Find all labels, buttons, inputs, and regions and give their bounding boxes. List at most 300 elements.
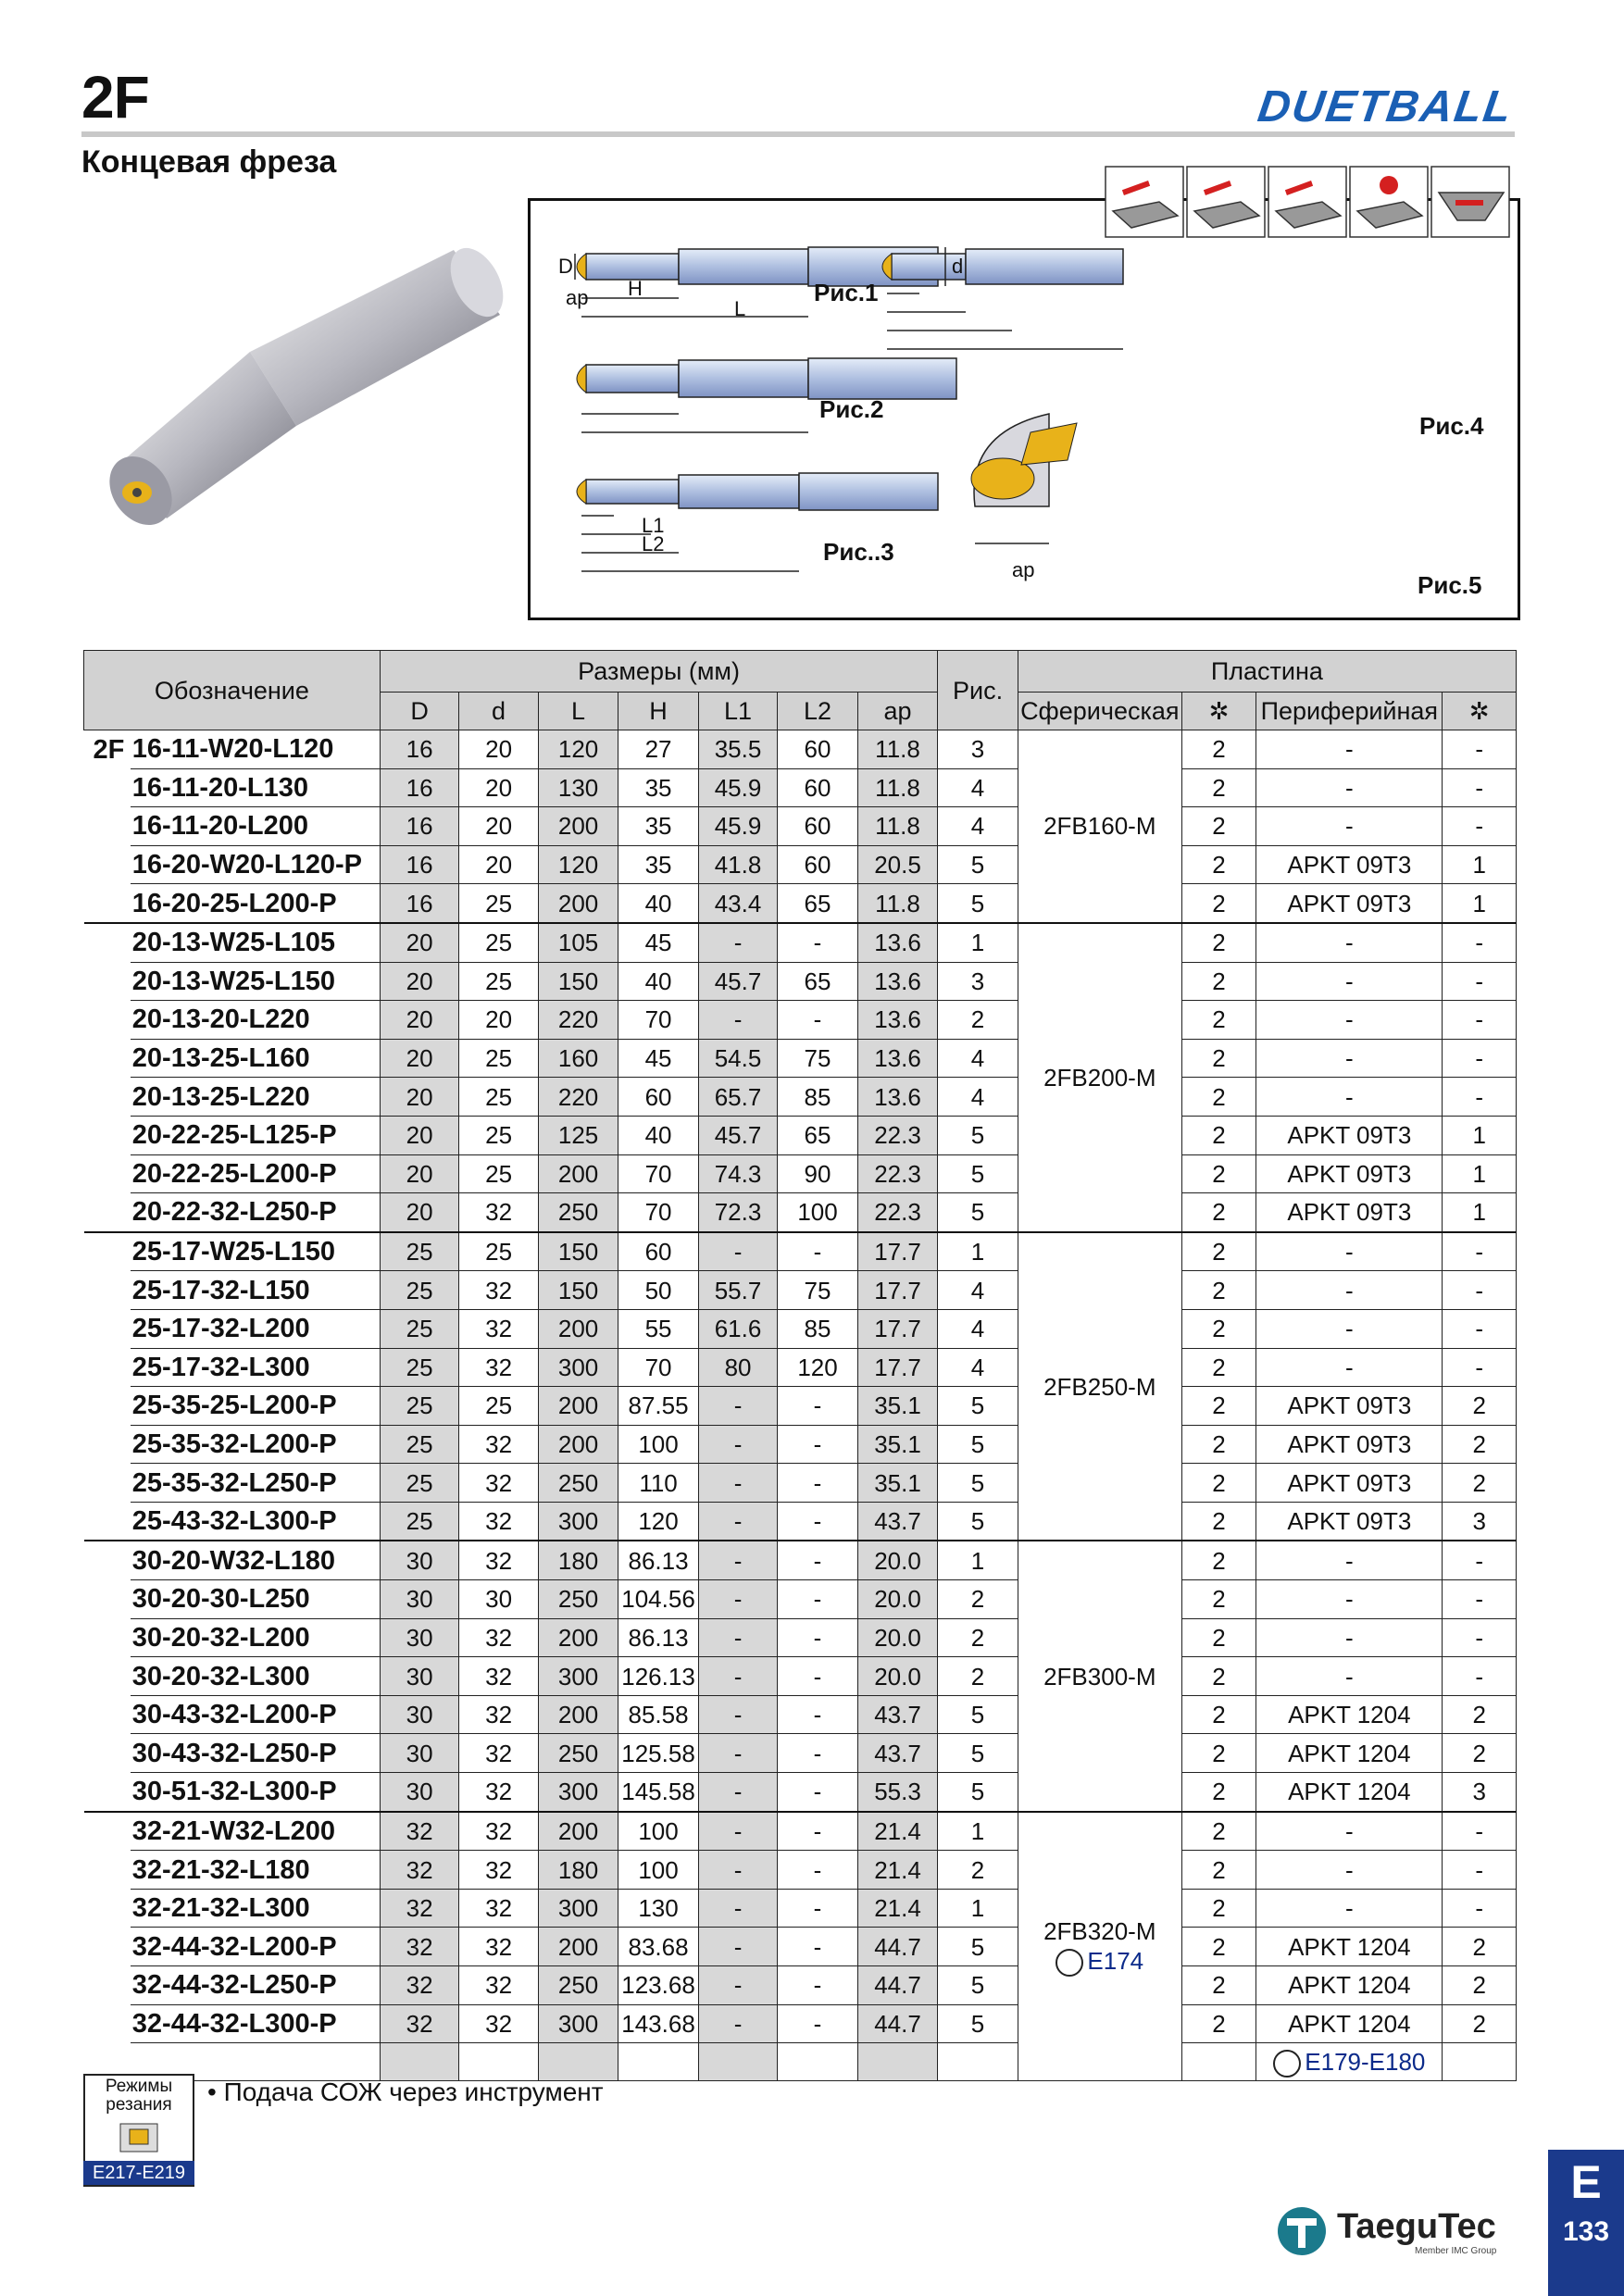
cell-l2: 60 <box>778 845 857 884</box>
cutting-conditions-range[interactable]: E217-E219 <box>83 2161 194 2185</box>
cell-d: 30 <box>380 1541 458 1579</box>
header-rule <box>81 131 1515 137</box>
cell-sph-qty: 2 <box>1181 1271 1255 1310</box>
peripheral-ref-link[interactable] <box>1273 2048 1425 2076</box>
table-row <box>84 1734 1517 1773</box>
cell-l: 105 <box>538 923 618 962</box>
cell-d: 20 <box>380 1116 458 1154</box>
cell-per-qty: - <box>1443 730 1517 769</box>
cell-sph-qty: 2 <box>1181 730 1255 769</box>
cell-l2: - <box>778 1464 857 1503</box>
cell-l: 120 <box>538 730 618 769</box>
row-prefix <box>84 807 131 846</box>
cell-h: 100 <box>618 1425 698 1464</box>
cell-l1: - <box>698 1580 777 1619</box>
row-prefix <box>84 1116 131 1154</box>
cell-h: 35 <box>618 768 698 807</box>
row-designation: 32-21-32-L180 <box>131 1851 381 1890</box>
cell-h: 110 <box>618 1464 698 1503</box>
cell-per-qty: 2 <box>1443 1387 1517 1426</box>
cell-l: 300 <box>538 1889 618 1928</box>
cell-d: 25 <box>380 1271 458 1310</box>
cell-h: 130 <box>618 1889 698 1928</box>
row-designation: 25-35-32-L200-P <box>131 1425 381 1464</box>
cell-fig: 5 <box>938 1695 1018 1734</box>
table-row <box>84 1078 1517 1117</box>
cell-sph-qty: 2 <box>1181 1464 1255 1503</box>
page-number: 133 <box>1562 2216 1610 2247</box>
cell-h: 70 <box>618 1001 698 1040</box>
cell-l2: - <box>778 1812 857 1851</box>
cell-peripheral: - <box>1256 1271 1443 1310</box>
cell-l: 200 <box>538 884 618 923</box>
cell-h: 70 <box>618 1193 698 1232</box>
cell-h: 35 <box>618 807 698 846</box>
cell-d: 25 <box>459 1387 538 1426</box>
table-row <box>84 923 1517 962</box>
cell-l2: - <box>778 1657 857 1696</box>
col-insert: Пластина <box>1018 651 1516 693</box>
spec-table-body <box>84 730 1517 2081</box>
row-prefix <box>84 1966 131 2005</box>
cell-ap: 44.7 <box>857 1966 938 2005</box>
cell-sph-qty: 2 <box>1181 2004 1255 2043</box>
cell-ap: 35.1 <box>857 1464 938 1503</box>
cell-fig: 1 <box>938 1812 1018 1851</box>
row-prefix <box>84 1889 131 1928</box>
row-designation: 20-13-W25-L150 <box>131 962 381 1001</box>
cell-fig: 4 <box>938 1348 1018 1387</box>
cell-l2: 65 <box>778 884 857 923</box>
row-designation: 30-20-W32-L180 <box>131 1541 381 1579</box>
cell-ap: 17.7 <box>857 1271 938 1310</box>
cell-sph-qty: 2 <box>1181 1657 1255 1696</box>
cell-d: 20 <box>380 1001 458 1040</box>
insert-ref-link[interactable] <box>1018 1946 1181 1977</box>
row-prefix <box>84 1039 131 1078</box>
cell-l1: - <box>698 1232 777 1271</box>
cell-fig: 5 <box>938 1116 1018 1154</box>
cell-d: 32 <box>459 1425 538 1464</box>
table-row <box>84 1309 1517 1348</box>
cell-sph-qty: 2 <box>1181 1580 1255 1619</box>
cell-peripheral: - <box>1256 1309 1443 1348</box>
cell-per-qty: - <box>1443 1232 1517 1271</box>
cell-peripheral: - <box>1256 1851 1443 1890</box>
cell-l2: 65 <box>778 1116 857 1154</box>
cell-l2: - <box>778 1232 857 1271</box>
cell-l: 200 <box>538 1695 618 1734</box>
cell-fig: 2 <box>938 1618 1018 1657</box>
cell-l: 150 <box>538 962 618 1001</box>
fig4-label: Рис.4 <box>1419 412 1484 440</box>
empty-cell <box>778 2043 857 2081</box>
cell-l2: - <box>778 1618 857 1657</box>
cell-l: 300 <box>538 1773 618 1812</box>
cell-l2: 120 <box>778 1348 857 1387</box>
table-row <box>84 730 1517 769</box>
cell-per-qty: 1 <box>1443 1154 1517 1193</box>
row-designation: 20-13-20-L220 <box>131 1001 381 1040</box>
row-prefix <box>84 1580 131 1619</box>
section-letter: E <box>1570 2156 1602 2208</box>
taegutec-member: Member IMC Group <box>1415 2246 1497 2256</box>
cell-per-qty: 1 <box>1443 1193 1517 1232</box>
cell-fig: 3 <box>938 962 1018 1001</box>
cell-l1: 45.7 <box>698 1116 777 1154</box>
cell-l2: 85 <box>778 1309 857 1348</box>
cell-d: 16 <box>380 730 458 769</box>
row-designation: 30-20-32-L200 <box>131 1618 381 1657</box>
cell-per-qty: - <box>1443 1001 1517 1040</box>
cell-fig: 5 <box>938 1773 1018 1812</box>
col-dimensions: Размеры (мм) <box>380 651 937 693</box>
row-designation: 25-17-32-L300 <box>131 1348 381 1387</box>
cell-d: 25 <box>459 1232 538 1271</box>
cell-d: 20 <box>380 1039 458 1078</box>
cell-insert-spherical <box>1018 1812 1181 2081</box>
cell-peripheral: - <box>1256 1657 1443 1696</box>
cell-ap: 20.0 <box>857 1618 938 1657</box>
row-designation: 25-35-32-L250-P <box>131 1464 381 1503</box>
cell-h: 145.58 <box>618 1773 698 1812</box>
cell-h: 55 <box>618 1309 698 1348</box>
cell-peripheral: APKT 09T3 <box>1256 1502 1443 1541</box>
cell-l2: - <box>778 2004 857 2043</box>
cell-peripheral: APKT 09T3 <box>1256 1193 1443 1232</box>
cell-h: 100 <box>618 1851 698 1890</box>
empty-cell <box>380 2043 458 2081</box>
insert-qty-icon: ✲ <box>1208 697 1230 725</box>
table-row <box>84 1001 1517 1040</box>
cell-peripheral: - <box>1256 768 1443 807</box>
table-row <box>84 1541 1517 1579</box>
cell-d: 32 <box>459 1851 538 1890</box>
cell-d: 25 <box>380 1387 458 1426</box>
cell-sph-qty: 2 <box>1181 1618 1255 1657</box>
cell-per-qty: 2 <box>1443 1425 1517 1464</box>
row-prefix <box>84 1541 131 1579</box>
fig3-label: Рис..3 <box>823 538 894 566</box>
cell-peripheral: - <box>1256 1541 1443 1579</box>
table-row <box>84 1851 1517 1890</box>
cell-fig: 2 <box>938 1851 1018 1890</box>
row-prefix <box>84 1154 131 1193</box>
cell-d: 20 <box>380 1078 458 1117</box>
table-row <box>84 1773 1517 1812</box>
cell-d: 20 <box>459 845 538 884</box>
cell-l1: - <box>698 1812 777 1851</box>
cell-peripheral: APKT 09T3 <box>1256 1425 1443 1464</box>
cell-d: 32 <box>459 1695 538 1734</box>
cell-peripheral: APKT 09T3 <box>1256 884 1443 923</box>
cell-l1: - <box>698 1966 777 2005</box>
cell-l1: - <box>698 2004 777 2043</box>
row-designation: 32-21-W32-L200 <box>131 1812 381 1851</box>
table-row <box>84 1232 1517 1271</box>
cell-ap: 43.7 <box>857 1695 938 1734</box>
cell-insert-spherical <box>1018 730 1181 923</box>
cell-per-qty: - <box>1443 1541 1517 1579</box>
cell-l2: 60 <box>778 768 857 807</box>
table-row <box>84 807 1517 846</box>
cell-l: 250 <box>538 1580 618 1619</box>
cell-l2: 60 <box>778 730 857 769</box>
cell-fig: 4 <box>938 807 1018 846</box>
cell-peripheral: - <box>1256 923 1443 962</box>
cell-h: 85.58 <box>618 1695 698 1734</box>
cell-l: 300 <box>538 1348 618 1387</box>
cell-per-qty: - <box>1443 1309 1517 1348</box>
cell-h: 100 <box>618 1812 698 1851</box>
cell-ap: 11.8 <box>857 730 938 769</box>
cell-l: 200 <box>538 1425 618 1464</box>
cell-h: 50 <box>618 1271 698 1310</box>
cell-l1: - <box>698 1502 777 1541</box>
cell-fig: 4 <box>938 1078 1018 1117</box>
cell-sph-qty: 2 <box>1181 807 1255 846</box>
cell-d: 25 <box>459 1116 538 1154</box>
cell-d: 20 <box>459 807 538 846</box>
cell-l1: - <box>698 923 777 962</box>
magnifier-icon <box>1273 2050 1301 2078</box>
cell-d: 30 <box>380 1695 458 1734</box>
cutting-conditions-icon <box>117 2118 161 2155</box>
cell-per-qty: - <box>1443 1889 1517 1928</box>
cell-l1: 45.9 <box>698 807 777 846</box>
cell-d: 16 <box>380 845 458 884</box>
cell-d: 20 <box>380 923 458 962</box>
cell-l1: - <box>698 1387 777 1426</box>
col-H: H <box>618 693 698 730</box>
cell-h: 40 <box>618 1116 698 1154</box>
table-row <box>84 1657 1517 1696</box>
insert-code: 2FB320-M <box>1043 1916 1156 1945</box>
row-prefix <box>84 768 131 807</box>
table-row <box>84 845 1517 884</box>
cell-d: 32 <box>380 1851 458 1890</box>
taegutec-logo <box>1276 2205 1517 2257</box>
cell-d: 20 <box>459 730 538 769</box>
row-prefix <box>84 1618 131 1657</box>
row-prefix <box>84 1387 131 1426</box>
cell-d: 25 <box>380 1425 458 1464</box>
cell-d: 16 <box>380 768 458 807</box>
table-row <box>84 1154 1517 1193</box>
cell-peripheral: APKT 09T3 <box>1256 1116 1443 1154</box>
cell-fig: 5 <box>938 1734 1018 1773</box>
cell-d: 32 <box>459 1734 538 1773</box>
cell-peripheral: APKT 1204 <box>1256 1773 1443 1812</box>
cell-d: 32 <box>459 1928 538 1966</box>
cell-fig: 5 <box>938 1502 1018 1541</box>
row-prefix <box>84 1348 131 1387</box>
cell-ap: 21.4 <box>857 1851 938 1890</box>
cell-peripheral: - <box>1256 1812 1443 1851</box>
cell-sph-qty: 2 <box>1181 1889 1255 1928</box>
row-designation: 20-22-25-L125-P <box>131 1116 381 1154</box>
cell-l: 220 <box>538 1078 618 1117</box>
empty-cell <box>618 2043 698 2081</box>
cell-per-qty: - <box>1443 807 1517 846</box>
cell-insert-spherical <box>1018 1232 1181 1541</box>
cell-l1: 54.5 <box>698 1039 777 1078</box>
cell-d: 25 <box>459 884 538 923</box>
cell-l1: - <box>698 1773 777 1812</box>
empty-cell <box>1181 2043 1255 2081</box>
table-row <box>84 1387 1517 1426</box>
cell-fig: 5 <box>938 1464 1018 1503</box>
cell-d: 32 <box>459 1889 538 1928</box>
row-prefix <box>84 1502 131 1541</box>
cell-sph-qty: 2 <box>1181 1193 1255 1232</box>
cell-d: 20 <box>459 768 538 807</box>
table-row <box>84 1193 1517 1232</box>
cell-h: 27 <box>618 730 698 769</box>
cell-sph-qty: 2 <box>1181 923 1255 962</box>
row-designation: 32-44-32-L300-P <box>131 2004 381 2043</box>
cell-fig: 1 <box>938 1541 1018 1579</box>
cell-l1: - <box>698 1425 777 1464</box>
spec-table <box>83 650 1517 2081</box>
table-row <box>84 1580 1517 1619</box>
cell-l: 160 <box>538 1039 618 1078</box>
cell-sph-qty: 2 <box>1181 1928 1255 1966</box>
row-designation: 25-17-32-L200 <box>131 1309 381 1348</box>
dim-L2-label: L2 <box>642 532 665 555</box>
cell-fig: 5 <box>938 845 1018 884</box>
cell-ap: 44.7 <box>857 2004 938 2043</box>
cell-l2: 60 <box>778 807 857 846</box>
table-row <box>84 1889 1517 1928</box>
cell-peripheral: - <box>1256 1232 1443 1271</box>
cutting-conditions-label: Режимы резания <box>105 2077 173 2115</box>
cell-d: 32 <box>380 2004 458 2043</box>
row-designation: 25-43-32-L300-P <box>131 1502 381 1541</box>
cell-fig: 2 <box>938 1001 1018 1040</box>
cell-per-qty: 2 <box>1443 1464 1517 1503</box>
cell-h: 60 <box>618 1078 698 1117</box>
cell-l: 220 <box>538 1001 618 1040</box>
cell-d: 32 <box>459 2004 538 2043</box>
cell-h: 70 <box>618 1154 698 1193</box>
cell-fig: 3 <box>938 730 1018 769</box>
cell-l: 200 <box>538 1309 618 1348</box>
cell-ap: 43.7 <box>857 1734 938 1773</box>
cell-l: 200 <box>538 1387 618 1426</box>
cell-l: 200 <box>538 1154 618 1193</box>
cell-l2: - <box>778 1001 857 1040</box>
row-prefix <box>84 1001 131 1040</box>
cell-l: 130 <box>538 768 618 807</box>
cell-l1: 80 <box>698 1348 777 1387</box>
cell-l: 200 <box>538 807 618 846</box>
cell-h: 40 <box>618 962 698 1001</box>
fig1-label: Рис.1 <box>814 279 879 306</box>
cell-sph-qty: 2 <box>1181 962 1255 1001</box>
fig5-label: Рис.5 <box>1418 571 1482 599</box>
cell-l: 250 <box>538 1966 618 2005</box>
cell-l2: 75 <box>778 1039 857 1078</box>
cell-fig: 4 <box>938 1271 1018 1310</box>
col-insert-peripheral: Периферийная <box>1256 693 1443 730</box>
cell-l2: - <box>778 1502 857 1541</box>
row-prefix <box>84 845 131 884</box>
row-prefix <box>84 1851 131 1890</box>
cell-sph-qty: 2 <box>1181 1541 1255 1579</box>
cell-per-qty: 1 <box>1443 845 1517 884</box>
cell-per-qty: 2 <box>1443 1928 1517 1966</box>
cell-d: 20 <box>459 1001 538 1040</box>
row-designation: 25-35-25-L200-P <box>131 1387 381 1426</box>
cell-peripheral: APKT 1204 <box>1256 1695 1443 1734</box>
cell-ap: 44.7 <box>857 1928 938 1966</box>
cell-d: 30 <box>380 1580 458 1619</box>
cell-d: 32 <box>459 1464 538 1503</box>
table-row <box>84 1039 1517 1078</box>
cell-peripheral: APKT 09T3 <box>1256 1154 1443 1193</box>
row-designation: 16-20-25-L200-P <box>131 884 381 923</box>
cell-peripheral: - <box>1256 1580 1443 1619</box>
cell-d: 32 <box>459 1773 538 1812</box>
cell-d: 32 <box>459 1348 538 1387</box>
cell-ap: 13.6 <box>857 1078 938 1117</box>
table-row <box>84 884 1517 923</box>
row-designation: 20-13-25-L160 <box>131 1039 381 1078</box>
cell-peripheral: - <box>1256 1889 1443 1928</box>
cell-per-qty: 2 <box>1443 1966 1517 2005</box>
cell-ap: 22.3 <box>857 1154 938 1193</box>
cell-d: 32 <box>459 1618 538 1657</box>
cell-h: 45 <box>618 923 698 962</box>
cell-peripheral: - <box>1256 730 1443 769</box>
cell-d: 32 <box>380 1812 458 1851</box>
cell-ap: 22.3 <box>857 1193 938 1232</box>
cell-l1: 43.4 <box>698 884 777 923</box>
cell-l1: - <box>698 1851 777 1890</box>
cell-sph-qty: 2 <box>1181 1116 1255 1154</box>
cell-ap: 13.6 <box>857 1039 938 1078</box>
cell-sph-qty: 2 <box>1181 1387 1255 1426</box>
cell-ap: 13.6 <box>857 1001 938 1040</box>
table-row <box>84 1116 1517 1154</box>
cell-l2: 65 <box>778 962 857 1001</box>
cell-peripheral: - <box>1256 962 1443 1001</box>
cell-ap: 35.1 <box>857 1387 938 1426</box>
cell-ap: 55.3 <box>857 1773 938 1812</box>
cell-per-qty: 1 <box>1443 884 1517 923</box>
row-prefix <box>84 1078 131 1117</box>
cell-ap: 13.6 <box>857 962 938 1001</box>
row-designation: 30-43-32-L200-P <box>131 1695 381 1734</box>
col-D: D <box>380 693 458 730</box>
cell-h: 123.68 <box>618 1966 698 2005</box>
empty-cell <box>459 2043 538 2081</box>
cell-l: 250 <box>538 1464 618 1503</box>
row-prefix <box>84 1734 131 1773</box>
cell-l2: - <box>778 1889 857 1928</box>
row-prefix <box>84 1193 131 1232</box>
cell-ap: 20.0 <box>857 1580 938 1619</box>
cell-h: 35 <box>618 845 698 884</box>
row-prefix <box>84 2004 131 2043</box>
cell-ap: 35.1 <box>857 1425 938 1464</box>
cell-d: 32 <box>459 1812 538 1851</box>
cell-ap: 22.3 <box>857 1116 938 1154</box>
cell-fig: 1 <box>938 1889 1018 1928</box>
cell-h: 120 <box>618 1502 698 1541</box>
brand-logo: DUETBALL <box>1255 82 1517 131</box>
